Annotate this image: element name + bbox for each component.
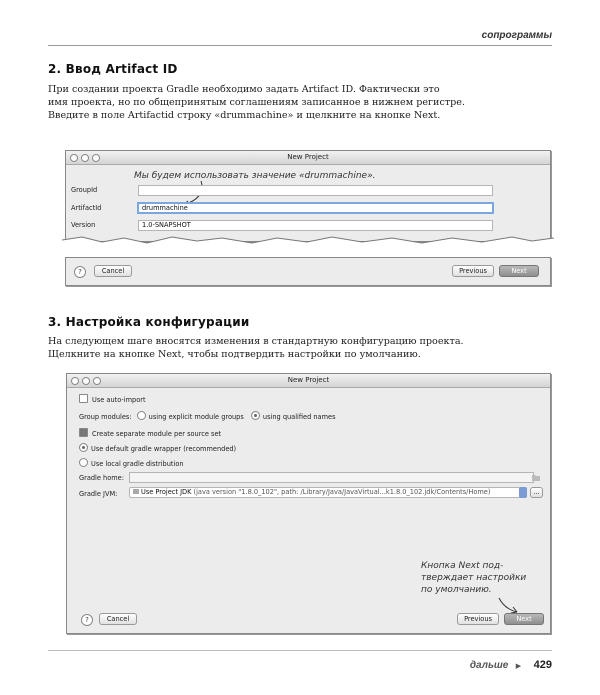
annotation-next-confirms [421, 560, 526, 596]
para-line: При создании проекта Gradle необходимо задать Artifact ID. Фактически это [48, 84, 440, 95]
zoom-window-icon[interactable] [93, 377, 101, 385]
separate-module-label: Create separate module per source set [92, 430, 222, 438]
next-arrow-icon: ▶ [515, 663, 522, 670]
step2-heading: 2. Ввод Artifact ID [48, 62, 178, 76]
new-project-window-1 [65, 150, 551, 242]
previous-button[interactable]: Previous [457, 613, 499, 625]
para-line: имя проекта, но по общепринятым соглашениям записанное в нижнем регистре. [48, 97, 465, 109]
next-page-label: дальше [469, 660, 509, 671]
traffic-lights [71, 377, 104, 390]
gradle-jvm-value: Use Project JDK [141, 488, 192, 496]
artifactid-label: ArtifactId [71, 204, 102, 212]
window-titlebar [66, 151, 550, 165]
select-stepper-icon[interactable] [519, 487, 527, 498]
auto-import-checkbox-row[interactable] [79, 394, 146, 404]
version-input[interactable]: 1.0-SNAPSHOT [138, 220, 493, 231]
gradle-jvm-label: Gradle JVM: [79, 490, 118, 498]
window-titlebar [67, 374, 550, 388]
step3-paragraph [48, 335, 553, 361]
next-button[interactable]: Next [499, 265, 539, 277]
zoom-window-icon[interactable] [92, 154, 100, 162]
cancel-button[interactable]: Cancel [94, 265, 132, 277]
local-distribution-label: Use local gradle distribution [91, 460, 184, 468]
footer-rule [48, 650, 552, 651]
folder-icon[interactable] [532, 474, 540, 481]
previous-button[interactable]: Previous [452, 265, 494, 277]
minimize-window-icon[interactable] [82, 377, 90, 385]
close-window-icon[interactable] [70, 154, 78, 162]
help-button[interactable]: ? [74, 266, 86, 278]
version-label: Version [71, 221, 96, 229]
group-modules-label: Group modules: [79, 413, 132, 421]
separate-module-checkbox-row[interactable] [79, 428, 221, 438]
jdk-folder-icon [133, 489, 139, 494]
artifactid-input[interactable]: drummachine [137, 202, 494, 214]
traffic-lights [70, 154, 103, 167]
minimize-window-icon[interactable] [81, 154, 89, 162]
local-distribution-radio-row[interactable] [79, 458, 184, 468]
annotation-drummachine: Мы будем использовать значение «drummachine». [134, 171, 376, 181]
group-modules-row [79, 411, 336, 421]
gradle-home-input[interactable] [129, 472, 534, 483]
groupid-input[interactable] [138, 185, 493, 196]
new-project-window-2 [66, 373, 551, 634]
page-footer [470, 655, 552, 673]
running-header: сопрограммы [481, 30, 552, 41]
default-wrapper-label: Use default gradle wrapper (recommended) [91, 445, 237, 453]
annotation-line: по умолчанию. [421, 585, 492, 595]
cancel-button[interactable]: Cancel [99, 613, 137, 625]
auto-import-checkbox[interactable] [79, 394, 88, 403]
step2-paragraph [48, 83, 553, 123]
separate-module-checkbox[interactable] [79, 428, 88, 437]
default-wrapper-radio-row[interactable] [79, 443, 236, 453]
qualified-names-label: using qualified names [262, 413, 336, 421]
local-distribution-radio[interactable] [79, 458, 88, 467]
annotation-line: Кнопка Next под- [421, 561, 504, 571]
torn-edge [62, 232, 554, 248]
help-button[interactable]: ? [81, 614, 93, 626]
auto-import-label: Use auto-import [92, 396, 146, 404]
close-window-icon[interactable] [71, 377, 79, 385]
window-title: New Project [287, 153, 329, 161]
qualified-names-radio[interactable] [251, 411, 260, 420]
annotation-line: тверждает настройки [421, 573, 527, 583]
next-button[interactable]: Next [504, 613, 544, 625]
window-title: New Project [287, 376, 330, 384]
gradle-jvm-detail: (java version "1.8.0_102", path: /Library/Java/JavaVirtual...k1.8.0_102.jdk/Contents/Home) [191, 488, 491, 496]
explicit-groups-radio[interactable] [137, 411, 146, 420]
header-rule [48, 45, 552, 46]
gradle-jvm-select[interactable] [129, 487, 522, 498]
gradle-home-label: Gradle home: [79, 474, 124, 482]
step3-heading: 3. Настройка конфигурации [48, 315, 250, 329]
page-number: 429 [533, 659, 552, 671]
groupid-label: GroupId [71, 186, 98, 194]
para-line: Щелкните на кнопке Next, чтобы подтвердить настройки по умолчанию. [48, 349, 421, 361]
new-project-window-1-footer [65, 257, 551, 286]
para-line: На следующем шаге вносятся изменения в стандартную конфигурацию проекта. [48, 336, 464, 347]
para-line: Введите в поле Artifactid строку «drummachine» и щелкните на кнопке Next. [48, 110, 441, 122]
browse-jdk-button[interactable]: ... [530, 487, 543, 498]
default-wrapper-radio[interactable] [79, 443, 88, 452]
explicit-groups-label: using explicit module groups [148, 413, 244, 421]
